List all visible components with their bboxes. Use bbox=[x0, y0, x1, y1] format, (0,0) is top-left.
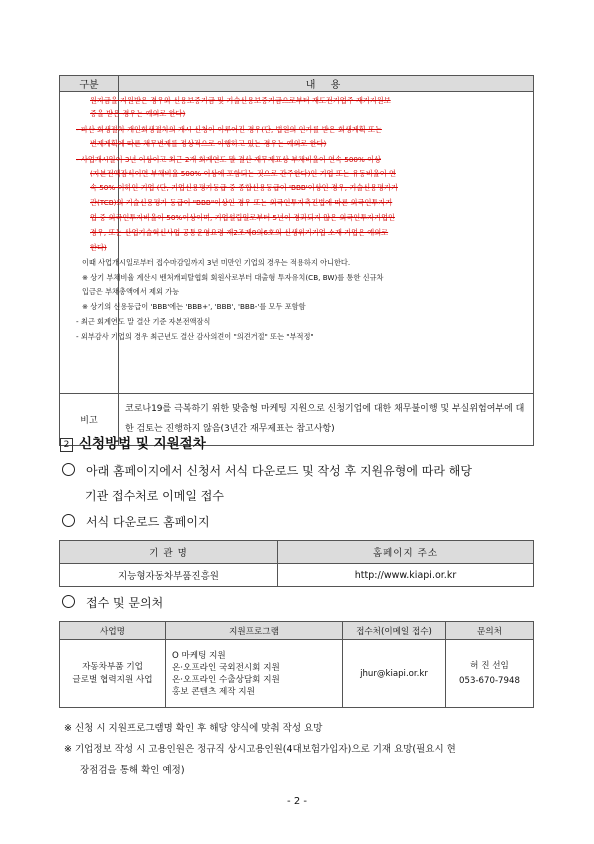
deleted-criteria-line: 원자금을 지원받은 경우와 신용보증기금 및 기술신용보증기금으로부터 재도전기업주 재기지원보 bbox=[90, 96, 391, 105]
download-header-org: 기 관 명 bbox=[60, 541, 278, 564]
criteria-header-category: 구분 bbox=[60, 76, 119, 92]
criteria-line: 입금은 부채총액에서 제외 가능 bbox=[82, 287, 180, 296]
deleted-criteria-line: (자본전액잠식이면 부채비율 500% 이상에 포함되는 것으로 간주한다)인 기업 또는 유동비율이 연 bbox=[90, 169, 396, 178]
download-org: 지능형자동차부품진흥원 bbox=[60, 564, 278, 587]
criteria-content-cell bbox=[76, 92, 534, 394]
contact-header-inquiry: 문의처 bbox=[446, 622, 534, 640]
criteria-table bbox=[59, 75, 534, 446]
contact-person bbox=[446, 640, 534, 708]
contact-name: 허 진 선임 bbox=[470, 660, 509, 671]
criteria-line: 이때 사업개시일로부터 접수마감일까지 3년 미만인 기업의 경우는 적용하지 아니한다. bbox=[82, 258, 351, 267]
program-item: 홍보 콘텐츠 제작 지원 bbox=[172, 686, 255, 697]
criteria-line: ※ 상기의 신용등급이 'BBB'에는 'BBB+', 'BBB', 'BBB-'를 모두 포함함 bbox=[82, 302, 306, 311]
contact-phone: 053-670-7948 bbox=[459, 675, 520, 686]
paragraph-download bbox=[62, 513, 210, 530]
contact-biz-name: 자동차부품 기업 글로벌 협력지원 사업 bbox=[60, 640, 166, 708]
deleted-criteria-line: - 사업개시일이 3년 이상이고 최근 2개 회계연도 말 결산 재무제표상 부채비율이 연속 500% 이상 bbox=[76, 155, 382, 164]
criteria-category-cell bbox=[60, 92, 119, 394]
contact-table bbox=[59, 621, 534, 708]
criteria-line: - 최근 회계연도 말 결산 기준 자본전액잠식 bbox=[76, 317, 211, 326]
deleted-criteria-line: 한다) bbox=[90, 243, 107, 252]
circle-bullet-icon bbox=[62, 595, 75, 608]
criteria-line: - 외부감사 기업의 경우 최근년도 결산 감사의견이 "의견거절" 또는 "부적정" bbox=[76, 332, 314, 341]
deleted-criteria-line: 업 중 외국인투자비율이 50%이상이며, 기업설립일로부터 5년이 경과되지 않은 외국인투자기업인 bbox=[90, 213, 395, 222]
page-number: - 2 - bbox=[287, 796, 307, 807]
circle-bullet-icon bbox=[62, 463, 75, 476]
deleted-criteria-line: 경우, 또는 산업기술혁신사업 공통운영요령 제2조제8의6호의 신생위기기업 소재 기업은 예외로 bbox=[90, 228, 389, 237]
circle-bullet-icon bbox=[62, 514, 75, 527]
criteria-header-content: 내 용 bbox=[119, 76, 534, 92]
footnote-2-line2: 장점검을 통해 확인 예정) bbox=[80, 765, 185, 776]
contact-email[interactable]: jhur@kiapi.or.kr bbox=[343, 640, 446, 708]
download-url-link[interactable]: http://www.kiapi.or.kr bbox=[278, 564, 534, 587]
contact-header-email: 접수처(이메일 접수) bbox=[343, 622, 446, 640]
deleted-criteria-line: 변제계획에 따른 채무변제를 정상적으로 이행하고 있는 경우는 예외로 한다) bbox=[90, 139, 327, 148]
program-item: 온·오프라인 수출상담회 지원 bbox=[172, 674, 280, 685]
criteria-line: ※ 상기 부채비율 계산시 벤처캐피탈협회 회원사로부터 대출형 투자유치(CB, BW)를 통한 신규차 bbox=[82, 273, 384, 282]
deleted-criteria-line: 관(TCB)의 기술신용평가 등급이 "BBB"이상인 경우 또는 외국인투자촉진법에 따른 외국인투자기 bbox=[90, 198, 393, 207]
program-item: 온·오프라인 국외전시회 지원 bbox=[172, 662, 280, 673]
criteria-lines bbox=[76, 92, 533, 393]
note-label: 비고 bbox=[60, 394, 119, 446]
deleted-criteria-line: 증을 받은 경우는 예외로 한다) bbox=[90, 109, 186, 118]
paragraph-contact bbox=[62, 594, 163, 611]
download-table bbox=[59, 540, 534, 587]
program-item: O 마케팅 지원 bbox=[172, 650, 226, 661]
contact-program-list bbox=[166, 640, 343, 708]
download-header-url: 홈페이지 주소 bbox=[278, 541, 534, 564]
contact-header-biz: 사업명 bbox=[60, 622, 166, 640]
paragraph-apply bbox=[62, 462, 472, 479]
section-title-text: 신청방법 및 지원절차 bbox=[79, 436, 206, 452]
deleted-criteria-line: 속 50% 이하인 기업 (단, 기업신용평가등급 중 종합신용등급이 'BBB'이상인 경우, 기술신용평가기 bbox=[90, 183, 398, 192]
paragraph-contact-text: 접수 및 문의처 bbox=[86, 596, 164, 610]
footnote-2-line1: ※ 기업정보 작성 시 고용인원은 정규직 상시고용인원(4대보험가입자)으로 기재 요망(필요시 현 bbox=[64, 744, 456, 755]
contact-header-program: 지원프로그램 bbox=[166, 622, 343, 640]
section-number-box: 2 bbox=[60, 438, 73, 452]
note-text: 코로나19를 극복하기 위한 맞춤형 마케팅 지원으로 신청기업에 대한 채무불이행 및 부실위험여부에 대한 검토는 진행하지 않음(3년간 재무제표는 참고사항) bbox=[119, 394, 534, 446]
section-title bbox=[60, 432, 206, 452]
paragraph-apply-line1: 아래 홈페이지에서 신청서 서식 다운로드 및 작성 후 지원유형에 따라 해당 bbox=[86, 464, 472, 478]
footnote-1: ※ 신청 시 지원프로그램명 확인 후 해당 양식에 맞춰 작성 요망 bbox=[64, 723, 323, 734]
deleted-criteria-line: - 파산·회생절차·개인회생절차의 개시 신청이 이루어진 경우(단, 법원의 인가를 받은 회생계획 또는 bbox=[76, 125, 382, 134]
paragraph-apply-line2: 기관 접수처로 이메일 접수 bbox=[85, 489, 224, 503]
paragraph-download-text: 서식 다운로드 홈페이지 bbox=[86, 515, 210, 529]
